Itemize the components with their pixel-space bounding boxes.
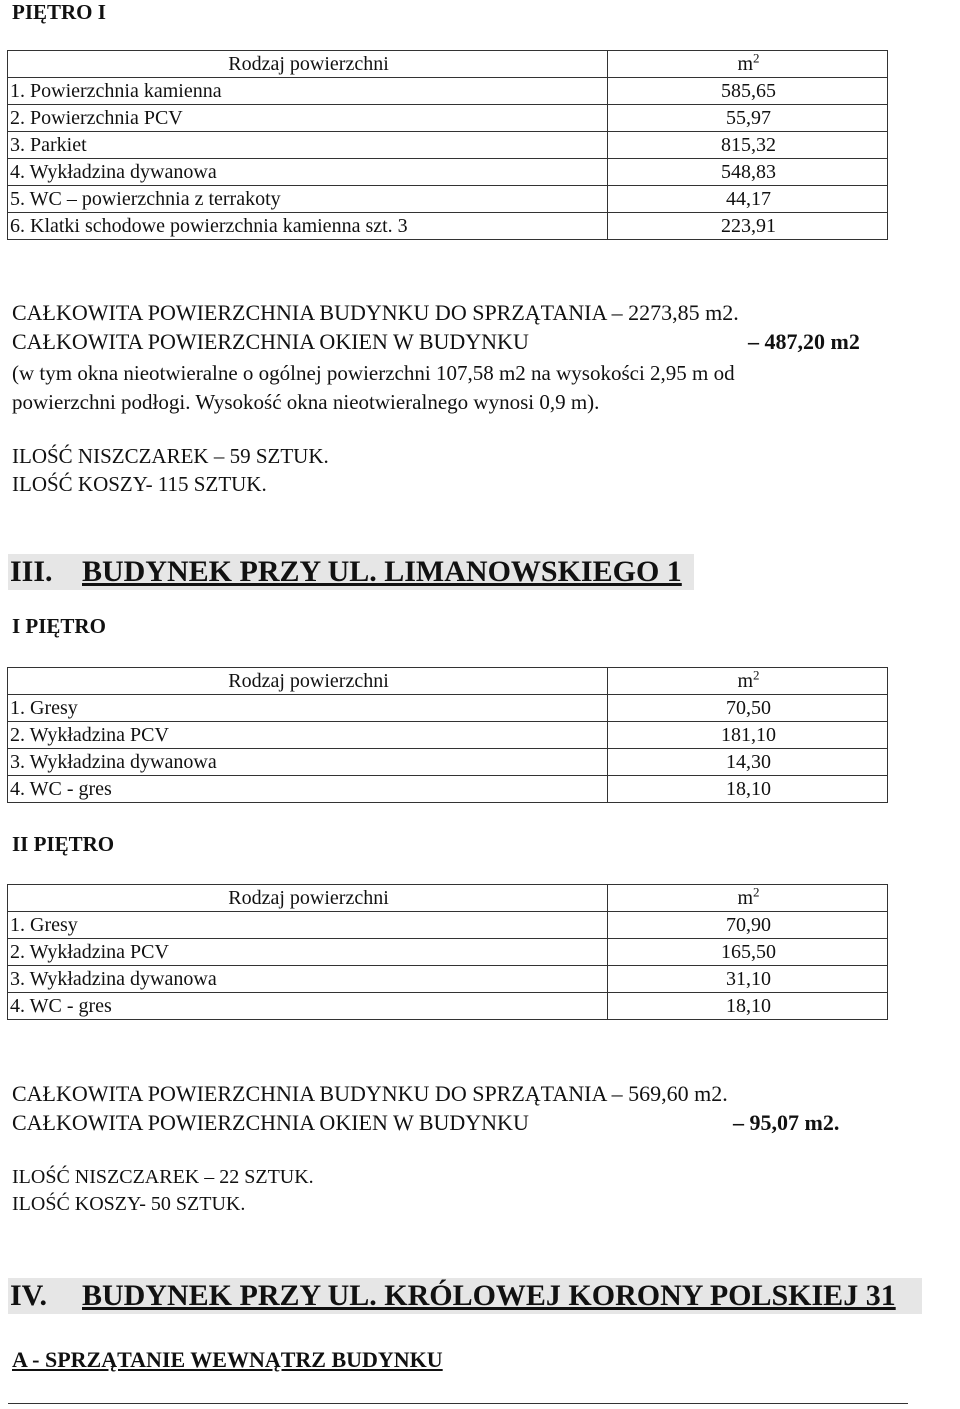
table-row — [8, 939, 888, 966]
table-row — [8, 213, 888, 240]
section-heading — [8, 554, 694, 590]
windows-note-line1: (w tym okna nieotwieralne o ogólnej powierzchni 107,58 m2 na wysokości 2,95 m od — [12, 361, 735, 385]
column-header-type: Rodzaj powierzchni — [8, 51, 608, 78]
total-cleaning-area: CAŁKOWITA POWIERZCHNIA BUDYNKU DO SPRZĄTANIA – 569,60 m2. — [12, 1081, 728, 1106]
column-header-unit: $m^2$ — [608, 668, 888, 695]
surface-type: 1. Gresy — [8, 695, 608, 722]
surface-table — [7, 884, 888, 1020]
surface-table — [7, 50, 888, 240]
surface-area: 223,91 — [608, 213, 888, 240]
divider — [8, 1403, 908, 1404]
surface-area: 181,10 — [608, 722, 888, 749]
surface-type: 2. Wykładzina PCV — [8, 722, 608, 749]
table-row — [8, 159, 888, 186]
total-windows-value: – 95,07 m2. — [733, 1110, 840, 1135]
surface-area: 14,30 — [608, 749, 888, 776]
surface-area: 585,65 — [608, 78, 888, 105]
section-title: BUDYNEK PRZY UL. KRÓLOWEJ KORONY POLSKIEJ 31 — [82, 1279, 896, 1312]
section-number: III. — [10, 555, 53, 588]
surface-area: 18,10 — [608, 993, 888, 1020]
surface-area: 70,50 — [608, 695, 888, 722]
table-row — [8, 186, 888, 213]
section-number: IV. — [10, 1279, 47, 1312]
surface-area: 31,10 — [608, 966, 888, 993]
table-row — [8, 722, 888, 749]
total-windows-value: – 487,20 m2 — [748, 329, 860, 354]
surface-area: 815,32 — [608, 132, 888, 159]
section-title: BUDYNEK PRZY UL. LIMANOWSKIEGO 1 — [82, 555, 682, 588]
total-windows-label: CAŁKOWITA POWIERZCHNIA OKIEN W BUDYNKU — [12, 1110, 529, 1135]
floor-title: II PIĘTRO — [12, 832, 115, 856]
shredders-count: ILOŚĆ NISZCZAREK – 59 SZTUK. — [12, 444, 329, 468]
table-row — [8, 695, 888, 722]
subsection-title: A - SPRZĄTANIE WEWNĄTRZ BUDYNKU — [12, 1347, 443, 1372]
total-windows-label: CAŁKOWITA POWIERZCHNIA OKIEN W BUDYNKU — [12, 329, 529, 354]
surface-type: 6. Klatki schodowe powierzchnia kamienna szt. 3 — [8, 213, 608, 240]
table-row — [8, 912, 888, 939]
table-header-row — [8, 885, 888, 912]
windows-note-line2: powierzchni podłogi. Wysokość okna nieotwieralnego wynosi 0,9 m). — [12, 390, 600, 414]
table-row — [8, 78, 888, 105]
surface-table — [7, 667, 888, 803]
surface-type: 4. WC - gres — [8, 993, 608, 1020]
table-header-row — [8, 668, 888, 695]
table-row — [8, 966, 888, 993]
floor-title: I PIĘTRO — [12, 614, 106, 638]
floor-title: PIĘTRO I — [12, 0, 106, 24]
surface-type: 2. Powierzchnia PCV — [8, 105, 608, 132]
surface-type: 3. Wykładzina dywanowa — [8, 966, 608, 993]
table-header-row — [8, 51, 888, 78]
surface-area: 55,97 — [608, 105, 888, 132]
surface-type: 2. Wykładzina PCV — [8, 939, 608, 966]
column-header-unit: $m^2$ — [608, 885, 888, 912]
surface-type: 4. WC - gres — [8, 776, 608, 803]
surface-type: 1. Powierzchnia kamienna — [8, 78, 608, 105]
surface-type: 3. Parkiet — [8, 132, 608, 159]
column-header-type: Rodzaj powierzchni — [8, 668, 608, 695]
table-row — [8, 993, 888, 1020]
surface-area: 18,10 — [608, 776, 888, 803]
table-row — [8, 776, 888, 803]
bins-count: ILOŚĆ KOSZY- 115 SZTUK. — [12, 472, 267, 496]
section-heading — [8, 1278, 922, 1314]
surface-type: 4. Wykładzina dywanowa — [8, 159, 608, 186]
table-row — [8, 132, 888, 159]
surface-area: 70,90 — [608, 912, 888, 939]
surface-type: 1. Gresy — [8, 912, 608, 939]
table-row — [8, 749, 888, 776]
table-row — [8, 105, 888, 132]
surface-area: 165,50 — [608, 939, 888, 966]
column-header-type: Rodzaj powierzchni — [8, 885, 608, 912]
column-header-unit: $m^2$ — [608, 51, 888, 78]
surface-area: 548,83 — [608, 159, 888, 186]
bins-count: ILOŚĆ KOSZY- 50 SZTUK. — [12, 1193, 246, 1215]
surface-area: 44,17 — [608, 186, 888, 213]
surface-type: 5. WC – powierzchnia z terrakoty — [8, 186, 608, 213]
total-cleaning-area: CAŁKOWITA POWIERZCHNIA BUDYNKU DO SPRZĄTANIA – 2273,85 m2. — [12, 300, 739, 325]
surface-type: 3. Wykładzina dywanowa — [8, 749, 608, 776]
shredders-count: ILOŚĆ NISZCZAREK – 22 SZTUK. — [12, 1166, 314, 1188]
